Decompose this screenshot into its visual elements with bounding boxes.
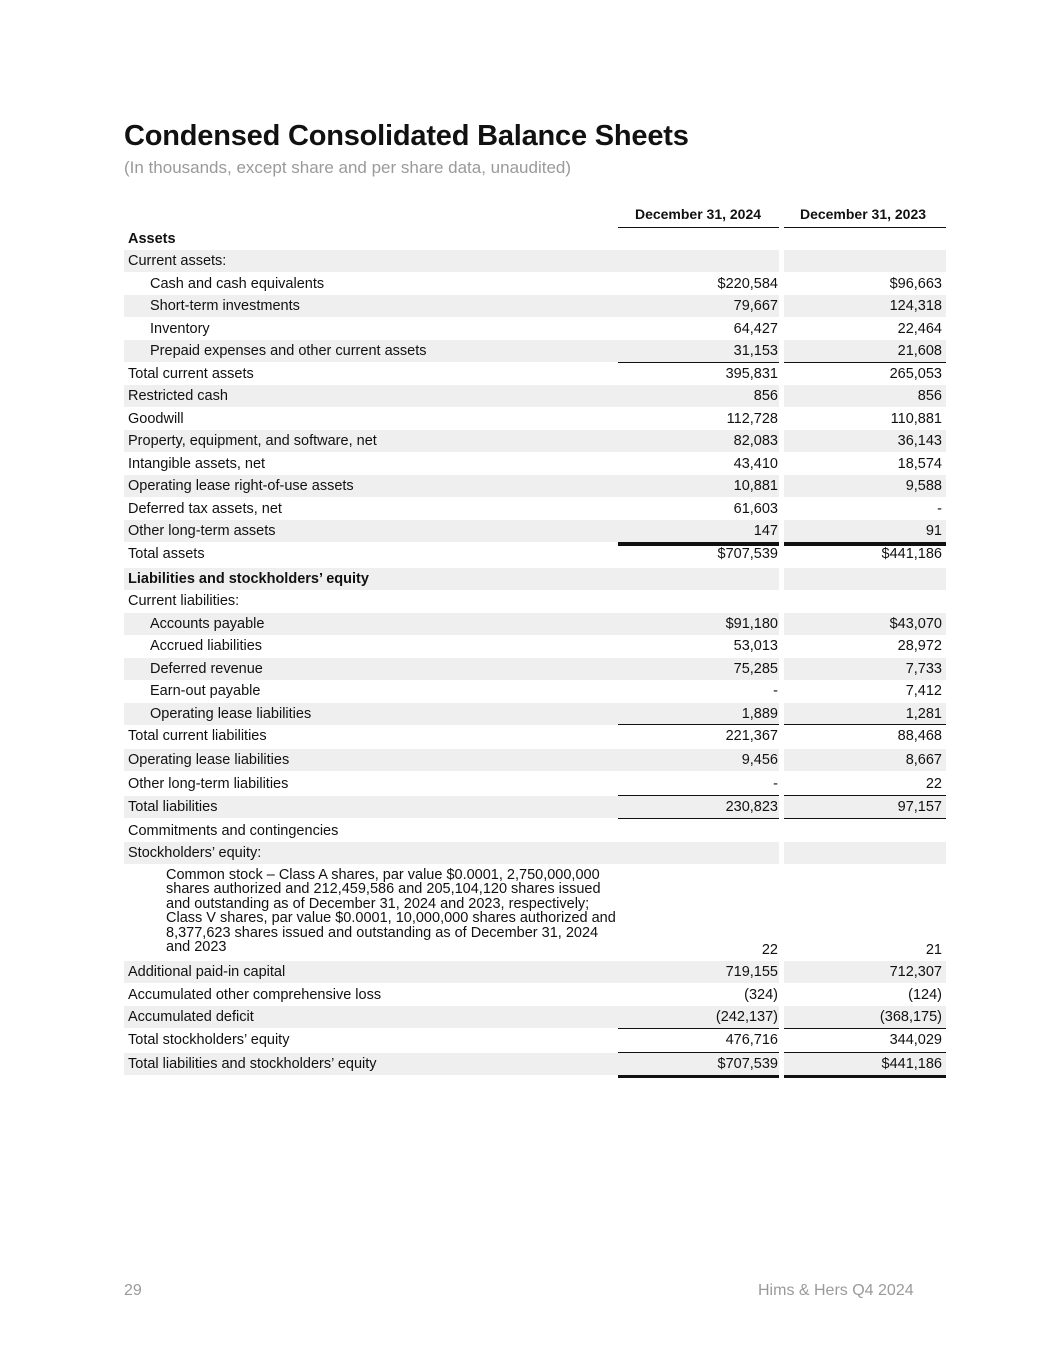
value-2024: 10,881: [733, 478, 778, 494]
value-2023: 712,307: [889, 964, 942, 980]
value-2024: 64,427: [733, 320, 778, 337]
row-label: Short-term investments: [150, 298, 300, 314]
value-2023: 856: [917, 388, 942, 404]
value-2023: 97,157: [897, 798, 942, 815]
page-title: Condensed Consolidated Balance Sheets: [124, 120, 689, 152]
value-2023: 88,468: [897, 728, 942, 744]
row-label: Total stockholders’ equity: [128, 1031, 290, 1048]
table-row: [124, 408, 946, 430]
table-row: [124, 453, 946, 475]
table-row: [124, 430, 946, 452]
total-row: [124, 796, 946, 818]
rule-line: [784, 818, 946, 819]
value-2024: -: [773, 776, 778, 792]
value-2024: 856: [753, 388, 778, 404]
row-label: Other long-term assets: [128, 523, 276, 539]
row-label: Total liabilities and stockholders’ equity: [128, 1055, 377, 1072]
table-row: [124, 635, 946, 657]
rule-line: [784, 1075, 946, 1078]
page-number: 29: [124, 1282, 142, 1299]
table-row: [124, 1006, 946, 1028]
row-label: Deferred tax assets, net: [128, 500, 282, 517]
value-2023: -: [937, 500, 942, 517]
row-label: Prepaid expenses and other current assets: [150, 343, 427, 359]
row-label: Restricted cash: [128, 388, 228, 404]
row-label: Accumulated other comprehensive loss: [128, 986, 382, 1003]
column-header-2024: December 31, 2024: [634, 206, 762, 222]
row-label: Deferred revenue: [150, 660, 263, 677]
row-label: Other long-term liabilities: [128, 776, 289, 792]
table-row: [124, 842, 946, 864]
row-label: Accrued liabilities: [150, 638, 263, 654]
row-shading: [784, 568, 946, 590]
table-row: [124, 820, 946, 842]
row-label: Operating lease liabilities: [150, 705, 312, 722]
value-2024: 82,083: [733, 433, 778, 449]
value-2023: (368,175): [879, 1009, 942, 1025]
value-2023: (124): [908, 986, 942, 1003]
value-2023: $43,070: [889, 615, 942, 632]
value-2023: 344,029: [889, 1031, 942, 1048]
value-2023: 7,412: [905, 683, 942, 699]
balance-sheet-table: [124, 203, 946, 1075]
value-2023: 18,574: [897, 455, 942, 472]
table-row: [124, 318, 946, 340]
table-row: [124, 703, 946, 725]
table-row: [124, 961, 946, 983]
row-label: Stockholders’ equity:: [128, 845, 262, 861]
column-header-2023: December 31, 2023: [799, 206, 927, 222]
table-row: [124, 340, 946, 362]
value-2024: 1,889: [741, 705, 778, 722]
table-row: [124, 658, 946, 680]
value-2024: 61,603: [733, 500, 778, 517]
row-label: Liabilities and stockholders’ equity: [128, 570, 369, 587]
table-row: [124, 749, 946, 771]
value-2023: $441,186: [881, 545, 942, 562]
table-row: [124, 250, 946, 272]
row-label: Additional paid-in capital: [128, 964, 286, 980]
value-2024: -: [773, 683, 778, 699]
page-subtitle: (In thousands, except share and per share data, unaudited): [124, 158, 572, 177]
value-2024: 230,823: [725, 798, 778, 815]
row-label: Accounts payable: [150, 615, 265, 632]
value-2024: 395,831: [725, 365, 778, 382]
value-2023: $96,663: [889, 275, 942, 292]
table-row-common-stock: [124, 865, 946, 961]
table-row: [124, 520, 946, 542]
row-label: Goodwill: [128, 410, 184, 427]
value-2023: $441,186: [881, 1055, 942, 1072]
value-2023: 21,608: [897, 343, 942, 359]
value-2024: $707,539: [717, 545, 778, 562]
footer-source: Hims & Hers Q4 2024: [758, 1282, 914, 1299]
table-row: [124, 984, 946, 1006]
row-label: Total current liabilities: [128, 728, 267, 744]
table-row: [124, 385, 946, 407]
value-2023: 91: [925, 523, 942, 539]
value-2024: 79,667: [733, 298, 778, 314]
value-2023: 22: [925, 776, 942, 792]
row-label: Total assets: [128, 545, 205, 562]
row-label: Operating lease right-of-use assets: [128, 478, 354, 494]
value-2024: $220,584: [717, 275, 778, 292]
table-header-row: [124, 203, 946, 227]
value-2023: 265,053: [889, 365, 942, 382]
table-row: [124, 680, 946, 702]
row-label: Current liabilities:: [128, 593, 240, 609]
row-label: Property, equipment, and software, net: [128, 433, 377, 449]
value-2023: 8,667: [905, 752, 942, 768]
grand-total-row: [124, 1053, 946, 1075]
value-2024: 43,410: [733, 455, 778, 472]
value-2023: 124,318: [889, 298, 942, 314]
value-2024: $707,539: [717, 1055, 778, 1072]
row-label: Intangible assets, net: [128, 455, 266, 472]
table-row: [124, 273, 946, 295]
value-2024: $91,180: [725, 615, 778, 632]
value-2024: 9,456: [741, 752, 778, 768]
row-shading: [784, 842, 946, 864]
value-2024: 719,155: [725, 964, 778, 980]
table-row: [124, 295, 946, 317]
table-row: [124, 590, 946, 612]
value-2023: 28,972: [897, 638, 942, 654]
value-2024: (242,137): [715, 1009, 778, 1025]
row-label: Accumulated deficit: [128, 1009, 254, 1025]
table-row: [124, 475, 946, 497]
row-label: Cash and cash equivalents: [150, 275, 325, 292]
value-2024: 75,285: [733, 660, 778, 677]
section-heading-assets: [124, 228, 946, 250]
value-2024: 31,153: [733, 343, 778, 359]
value-2024: 147: [753, 523, 778, 539]
total-row: [124, 725, 946, 747]
value-2023: 21: [925, 941, 942, 958]
total-row: [124, 363, 946, 385]
rule-line: [618, 1075, 779, 1078]
row-label: Current assets:: [128, 253, 227, 269]
row-label: Operating lease liabilities: [128, 752, 290, 768]
table-row: [124, 773, 946, 795]
value-2023: 110,881: [890, 410, 942, 427]
value-2024: 53,013: [733, 638, 778, 654]
value-2023: 36,143: [897, 433, 942, 449]
row-label: Assets: [128, 230, 176, 247]
table-row: [124, 613, 946, 635]
row-label: Inventory: [150, 320, 210, 337]
row-label: Common stock – Class A shares, par value $0.0001, 2,750,000,000 shares authorized and 212,459,586 and 205,104,120 shares issued and outstanding as of December 31, 2024 and 2023, respectively; Class V shares, par value $0.0001, 10,000,000 shares authorized and 8,377,623 shares issued and outstanding as of December 31, 2024 and 2023: [166, 866, 616, 955]
total-row: [124, 1029, 946, 1051]
value-2023: 7,733: [905, 660, 942, 677]
value-2024: 112,728: [726, 410, 778, 427]
value-2024: (324): [744, 986, 778, 1003]
rule-line: [618, 818, 779, 819]
section-heading-liabilities: [124, 568, 946, 590]
value-2024: 22: [761, 941, 778, 958]
row-label: Commitments and contingencies: [128, 822, 339, 839]
row-label: Total liabilities: [128, 798, 218, 815]
value-2024: 476,716: [725, 1031, 778, 1048]
row-label: Total current assets: [128, 365, 254, 382]
value-2023: 22,464: [897, 320, 942, 337]
table-row: [124, 498, 946, 520]
row-label: Earn-out payable: [150, 683, 261, 699]
row-shading: [784, 250, 946, 272]
value-2024: 221,367: [725, 728, 778, 744]
total-row: [124, 543, 946, 565]
value-2023: 1,281: [905, 705, 942, 722]
value-2023: 9,588: [905, 478, 942, 494]
